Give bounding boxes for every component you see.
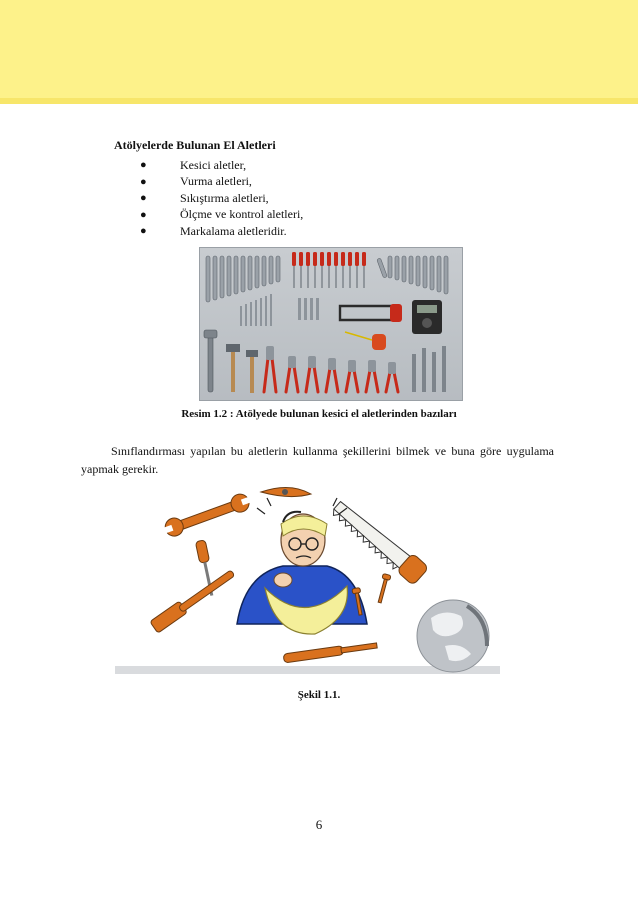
bullet-icon: ● xyxy=(140,225,147,238)
bullet-icon: ● xyxy=(140,208,147,221)
list-item xyxy=(140,190,303,207)
wrench-icon xyxy=(162,491,253,539)
bullet-icon: ● xyxy=(140,159,147,172)
wrench-row-right-icon xyxy=(377,256,448,294)
injured-worker-illustration xyxy=(115,478,500,680)
multimeter-icon xyxy=(412,300,442,334)
hacksaw-handle-icon xyxy=(390,304,402,322)
saw-icon xyxy=(330,494,428,586)
tape-measure-icon xyxy=(345,332,386,350)
bullet-list xyxy=(140,157,303,240)
tool-board-photo xyxy=(199,247,463,401)
list-item xyxy=(140,207,303,224)
bullet-icon: ● xyxy=(140,192,147,205)
hex-key-set-icon xyxy=(240,294,319,326)
globe-logo-icon xyxy=(417,600,489,672)
figure-caption: Şekil 1.1. xyxy=(297,689,341,701)
chisel-icon xyxy=(283,641,377,663)
list-item xyxy=(140,157,303,174)
hacksaw-icon xyxy=(340,306,396,320)
section-title: Atölyelerde Bulunan El Aletleri xyxy=(114,138,276,152)
list-item xyxy=(140,174,303,191)
list-item xyxy=(140,223,303,240)
header-band xyxy=(0,0,638,102)
photo-caption: Resim 1.2 : Atölyede bulunan kesici el aletlerinden bazıları xyxy=(181,408,457,420)
pipe-wrench-icon xyxy=(204,330,217,392)
list-item-label: Ölçme ve kontrol aletleri, xyxy=(180,207,304,222)
nails-icon xyxy=(352,574,391,616)
hammer-icon xyxy=(226,344,240,392)
list-item-label: Sıkıştırma aletleri, xyxy=(180,190,269,205)
punch-set-icon xyxy=(412,346,446,392)
list-item-label: Markalama aletleridir. xyxy=(180,223,287,238)
page-number: 6 xyxy=(315,817,323,832)
body-paragraph: Sınıflandırması yapılan bu aletlerin kullanma şekillerini bilmek ve buna göre uygulama yapmak gerekir. xyxy=(81,444,554,476)
pliers-icon xyxy=(261,487,311,496)
wrench-row-icon xyxy=(206,256,280,302)
list-item-label: Vurma aletleri, xyxy=(180,174,252,189)
hammer-icon xyxy=(150,567,237,634)
list-item-label: Kesici aletler, xyxy=(180,157,247,172)
hammer-icon xyxy=(246,350,258,393)
bullet-icon: ● xyxy=(140,175,147,188)
pliers-head-icon xyxy=(266,346,396,374)
screwdriver-row-icon xyxy=(292,252,366,288)
